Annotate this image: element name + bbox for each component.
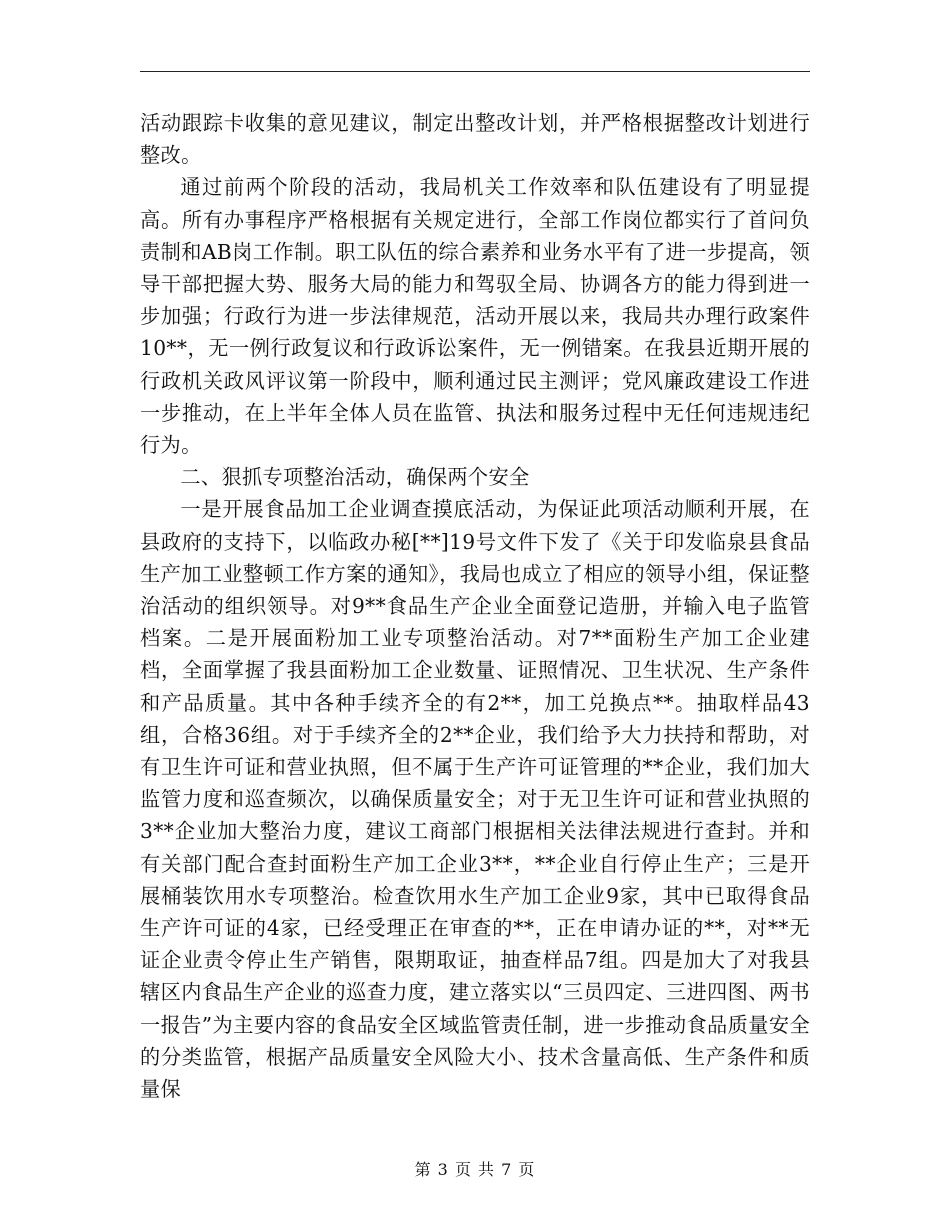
section-heading: 二、狠抓专项整治活动，确保两个安全: [180, 465, 530, 490]
paragraph-results: 通过前两个阶段的活动，我局机关工作效率和队伍建设有了明显提高。所有办事程序严格根据有关规定进行，全部工作岗位都实行了首问负责制和AB岗工作制。职工队伍的综合素养和业务水平有了进一步提高，领导干部把握大势、服务大局的能力和驾驭全局、协调各方的能力得到进一步加强；行政行为进一步法律规范，活动开展以来，我局共办理行政案件10**，无一例行政复议和行政诉讼案件，无一例错案。在我县近期开展的行政机关政风评议第一阶段中，顺利通过民主测评；党风廉政建设工作进一步推动，在上半年全体人员在监管、执法和服务过程中无任何违规违纪行为。: [140, 175, 810, 458]
paragraph-special-rectification: 一是开展食品加工企业调查摸底活动，为保证此项活动顺利开展，在县政府的支持下，以临政办秘[**]19号文件下发了《关于印发临泉县食品生产加工业整顿工作方案的通知》，我局也成立了相应的领导小组，保证整治活动的组织领导。对9**食品生产企业全面登记造册，并输入电子监管档案。二是开展面粉加工业专项整治活动。对7**面粉生产加工企业建档，全面掌握了我县面粉加工企业数量、证照情况、卫生状况、生产条件和产品质量。其中各种手续齐全的有2**，加工兑换点**。抽取样品43组，合格36组。对于手续齐全的2**企业，我们给予大力扶持和帮助，对有卫生许可证和营业执照，但不属于生产许可证管理的**企业，我们加大监管力度和巡查频次，以确保质量安全；对于无卫生许可证和营业执照的3**企业加大整治力度，建议工商部门根据相关法律法规进行查封。并和有关部门配合查封面粉生产加工企业3**，**企业自行停止生产；三是开展桶装饮用水专项整治。检查饮用水生产加工企业9家，其中已取得食品生产许可证的4家，已经受理正在审查的**，正在申请办证的**，对**无证企业责令停止生产销售，限期取证，抽查样品7组。四是加大了对我县辖区内食品生产企业的巡查力度，建立落实以“三员四定、三进四图、两书一报告”为主要内容的食品安全区域监管责任制，进一步推动食品质量安全的分类监管，根据产品质量安全风险大小、技术含量高低、生产条件和质量保: [140, 497, 810, 1102]
page-number: 第 3 页 共 7 页: [414, 1160, 536, 1179]
paragraph-continuation: 活动跟踪卡收集的意见建议，制定出整改计划，并严格根据整改计划进行整改。: [140, 111, 810, 168]
document-body: [140, 107, 810, 1105]
header-rule: [140, 71, 810, 72]
